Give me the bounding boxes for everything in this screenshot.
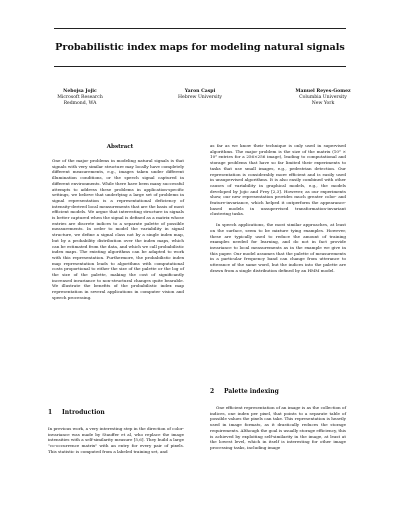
paper-title: Probabilistic index maps for modeling natural signals: [55, 42, 345, 53]
abstract-text: One of the major problems in modeling natural signals is that signals with very similar structure may locally have completely different measurements, e.g., images taken under different illumination conditions, or the speech signal captured in different environments. While there have been many successful attempts to address these problems in application-specific settings, we believe that underlying a large set of problems in signal representation is a representational deficiency of intensity-derived local measurements that are the basis of most efficient models. We argue that interesting structure in signals is better captured when the signal is defined as a matrix whose entries are discrete indices to a separate palette of possible measurements. In order to model the variability in signal structure, we define a signal class not by a single index map, but by a probability distribution over the index maps, which can be estimated from the data, and which we call probabilistic index maps. The existing algorithms can be adapted to work with this representation. Furthermore, the probabilistic index map representation leads to algorithms with computational costs proportional to either the size of the palette or the log of the size of the palette, making the cost of significantly increased invariance to non-structural changes quite bearable. We illustrate the benefits of the probabilistic index map representation in several applications in computer vision and speech processing.: [52, 158, 184, 300]
top-rule: [54, 28, 346, 29]
author-location: Redmond, WA: [63, 101, 97, 107]
section-number: 1: [48, 409, 53, 416]
paragraph: In previous work, a very interesting step in the direction of color-invariance was made by Stauffer et al, who replace the image intensities with a self-similarity measure [5,6]. They build a large "co-occurrence matrix" with an entry for every pair of pixels. This statistic is computed from a labeled training set, and: [48, 426, 184, 454]
abstract-heading: Abstract: [106, 144, 134, 150]
paragraph: In speech applications, the most similar approaches, at least on the surface, seem to be mixture tying examples. However, these are typically used to reduce the amount of training examples needed for learning, and do not in fact provide invariance to local measurements as in the example we give in this paper. Our model assumes that the palette of measurements in a particular frequency band can change from utterance to utterance of the same word, but the indices into the palette are drawn from a single distribution defined by an HMM model.: [210, 222, 346, 273]
section-title: Palette indexing: [224, 388, 279, 395]
section-heading-introduction: [48, 409, 105, 417]
author-location: New York: [311, 101, 335, 107]
author-affiliation: Columbia University: [299, 95, 347, 101]
author-block: [25, 89, 135, 108]
title-rule: [54, 66, 346, 67]
author-affiliation: Microsoft Research: [57, 95, 103, 101]
paragraph: as far as we know their technique is only used in supervised algorithms. The major problem is the size of the matrix (10⁵ × 10⁵ entries for a 256×256 image), leading to computational and storage problems that have so far limited their experiments to tasks that use small images, e.g., pedestrian detection. Our representation is considerably more efficient and is easily used in unsupervised algorithms. It is also easily combined with other causes of variability in graphical models, e.g., the models developed by Jojic and Frey [2,3]. However, as our experiments show, our new representation provides much greater color- and feature-invariance, which helped it outperform the appearance-based models in unsupervised transformation-invariant clustering tasks.: [210, 143, 346, 217]
introduction-body: [48, 426, 184, 455]
author-block: [145, 89, 255, 101]
section-number: 2: [210, 388, 215, 395]
section-title: Introduction: [62, 409, 105, 416]
author-block: [268, 89, 378, 108]
author-name: Yaron Caspi: [184, 89, 216, 94]
author-affiliation: Hebrew University: [177, 95, 223, 101]
right-column-body: [210, 143, 346, 273]
palette-indexing-body: [210, 405, 346, 451]
paragraph: One efficient representation of an image is as the collection of indices, one index per pixel, that points to a separate table of possible values the pixels can take. This representation is heavily used in image formats, as it drastically reduces the storage requirements. Although the goal is usually storage efficiency, this is achieved by exploiting self-similarity in the image, at least at the lowest level, which in itself is interesting for other image processing tasks, including image: [210, 405, 346, 450]
author-name: Manuel Reyes-Gomez: [295, 89, 351, 94]
author-name: Nebojsa Jojic: [63, 89, 97, 94]
section-heading-palette-indexing: [210, 388, 279, 396]
